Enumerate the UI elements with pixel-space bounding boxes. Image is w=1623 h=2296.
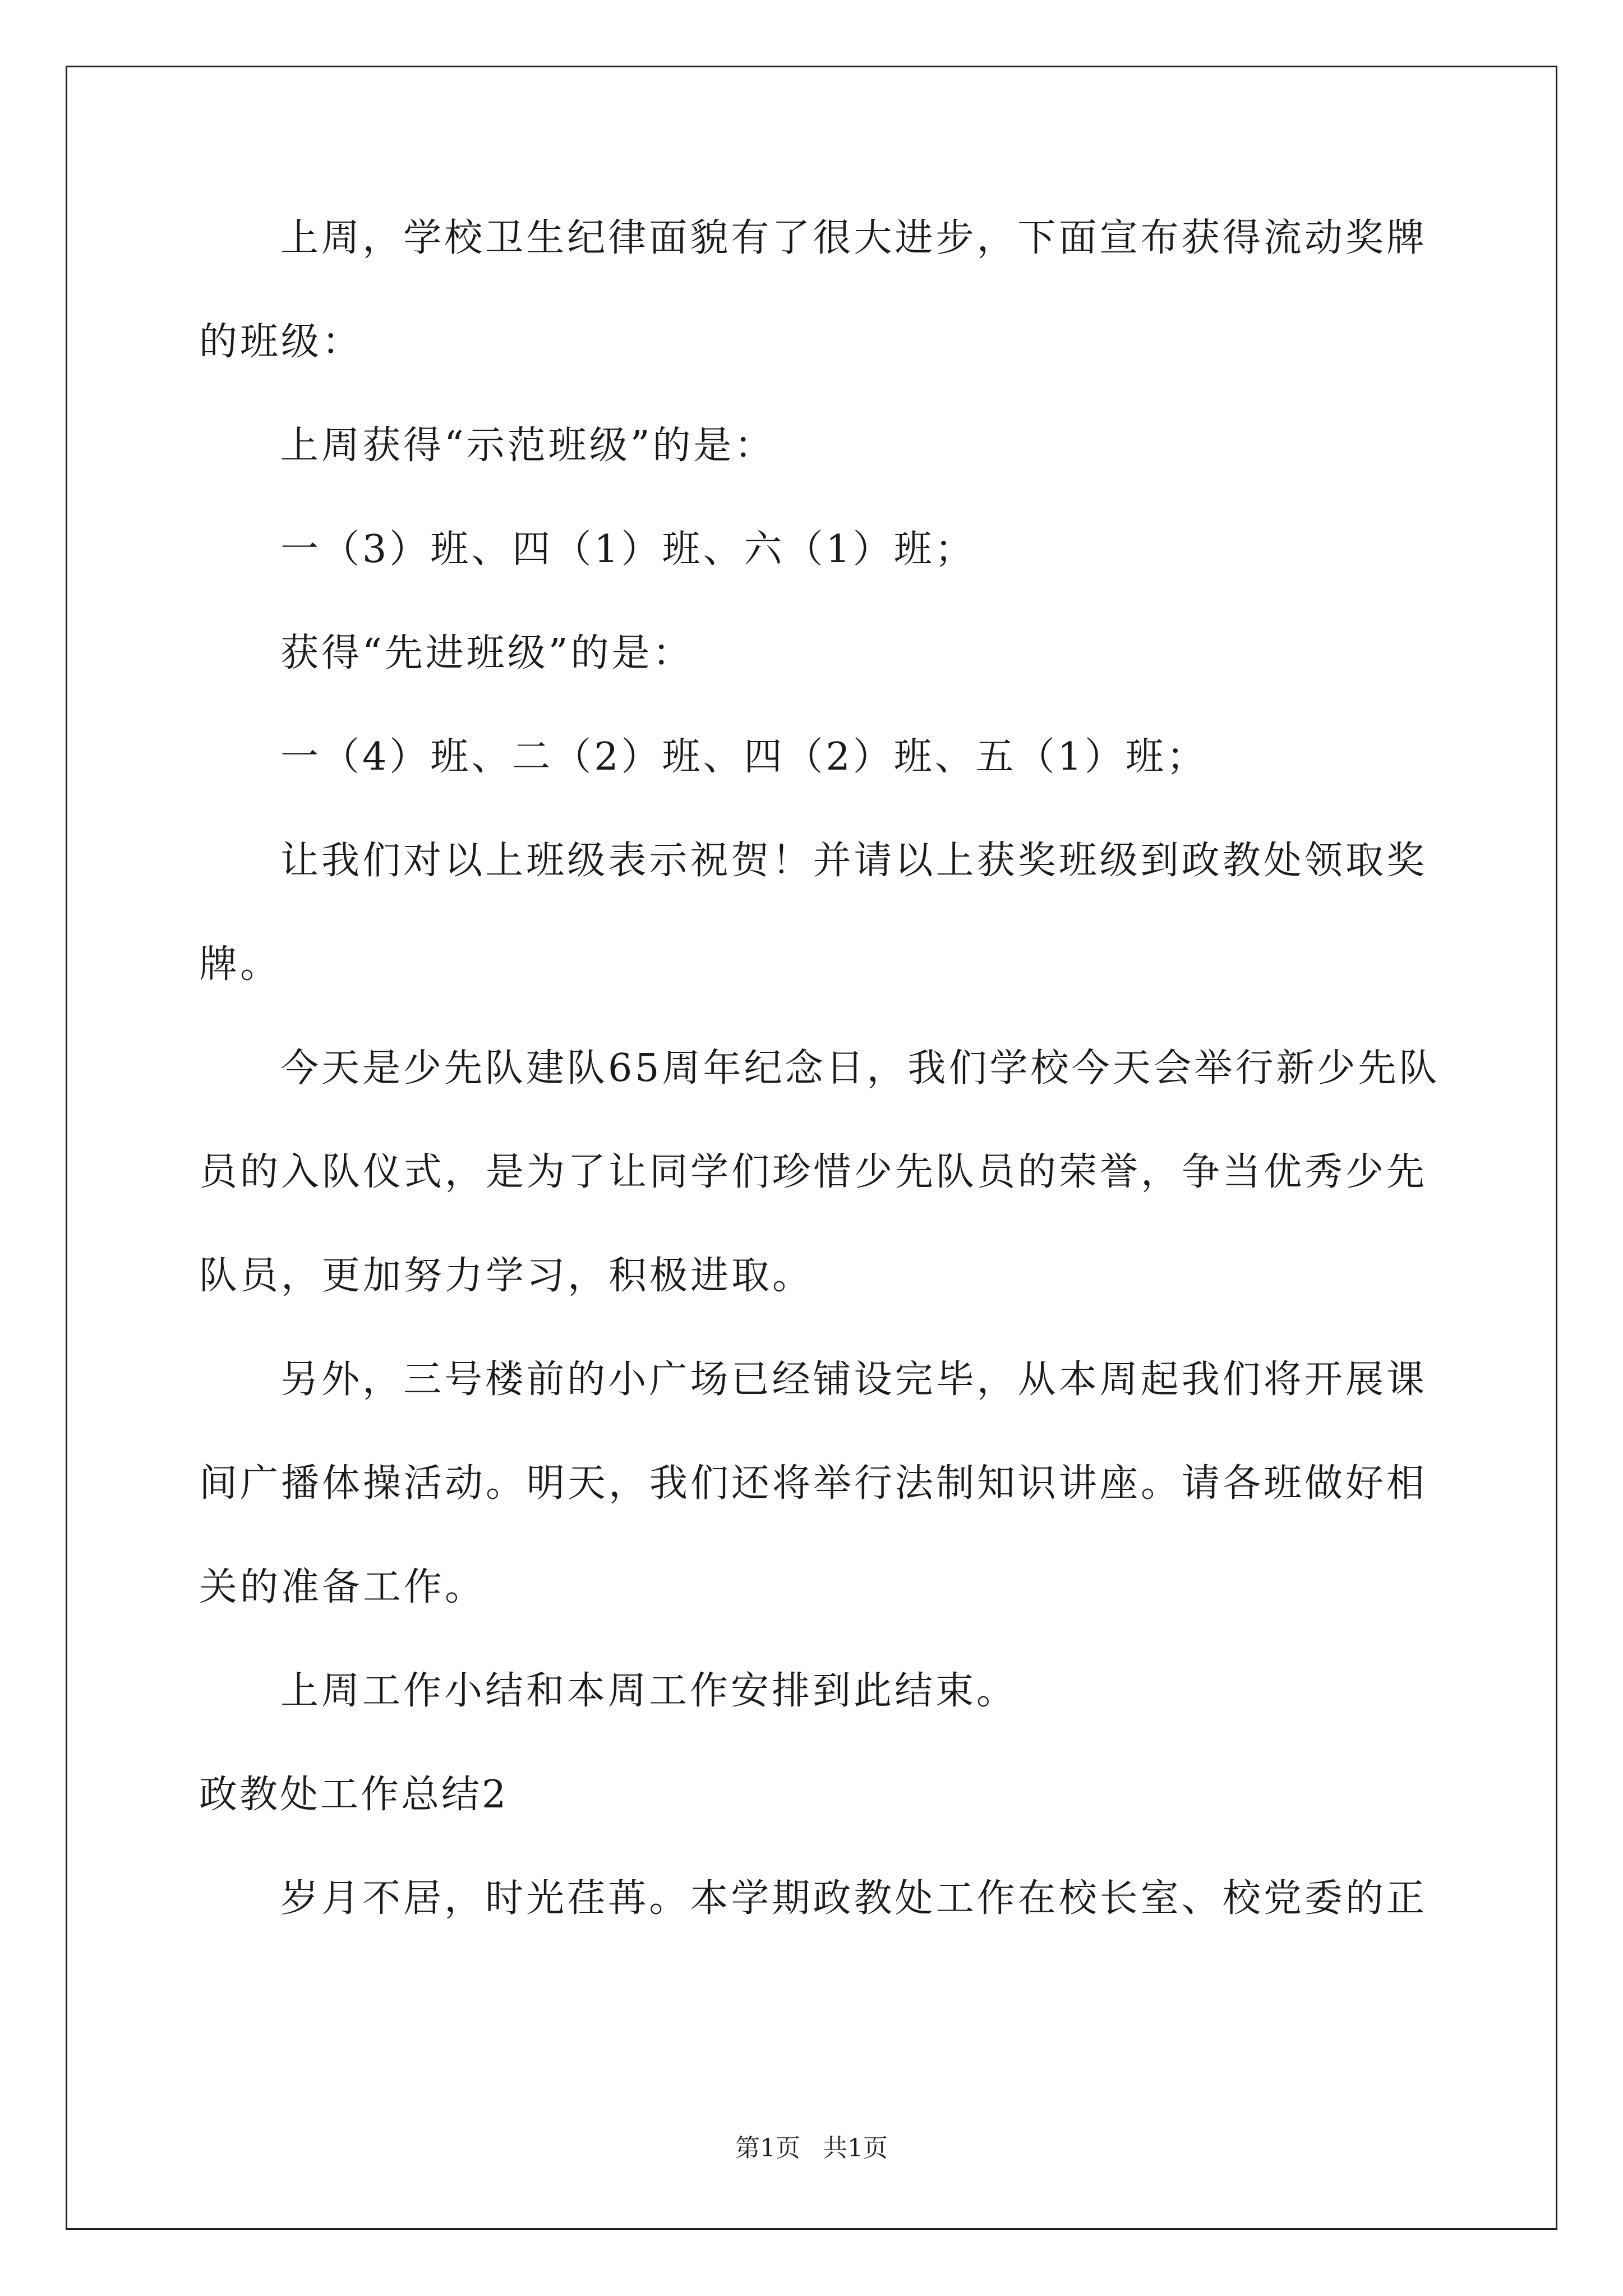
page-footer (0, 2132, 1623, 2165)
paragraph-line: 今天是少先队建队65周年纪念日，我们学校今天会举行新少先队 (280, 1046, 1440, 1091)
page-total: 共1页 (823, 2134, 888, 2162)
paragraph-line: 的班级： (199, 320, 363, 364)
paragraph-line: 间广播体操活动。明天，我们还将举行法制知识讲座。请各班做好相 (199, 1461, 1428, 1506)
paragraph-line: 让我们对以上班级表示祝贺！并请以上获奖班级到政教处领取奖 (280, 839, 1427, 883)
paragraph-line: 牌。 (199, 942, 282, 987)
paragraph-line: 关的准备工作。 (199, 1565, 486, 1609)
paragraph-line: 员的入队仪式，是为了让同学们珍惜少先队员的荣誉，争当优秀少先 (199, 1150, 1428, 1194)
paragraph-line: 获得“先进班级”的是： (280, 631, 694, 675)
paragraph-line: 岁月不居，时光荏苒。本学期政教处工作在校长室、校党委的正 (280, 1876, 1427, 1921)
paragraph-line: 上周获得“示范班级”的是： (280, 424, 776, 468)
section-heading: 政教处工作总结2 (199, 1773, 509, 1817)
paragraph-line: 上周工作小结和本周工作安排到此结束。 (280, 1669, 1018, 1713)
paragraph-line: 上周，学校卫生纪律面貌有了很大进步，下面宣布获得流动奖牌 (280, 216, 1427, 260)
page-number: 第1页 (735, 2134, 800, 2162)
paragraph-line: 队员，更加努力学习，积极进取。 (199, 1254, 814, 1298)
paragraph-line: 一（3）班、四（1）班、六（1）班； (280, 527, 976, 572)
paragraph-line: 另外，三号楼前的小广场已经铺设完毕，从本周起我们将开展课 (280, 1358, 1427, 1402)
paragraph-line: 一（4）班、二（2）班、四（2）班、五（1）班； (280, 735, 1208, 779)
